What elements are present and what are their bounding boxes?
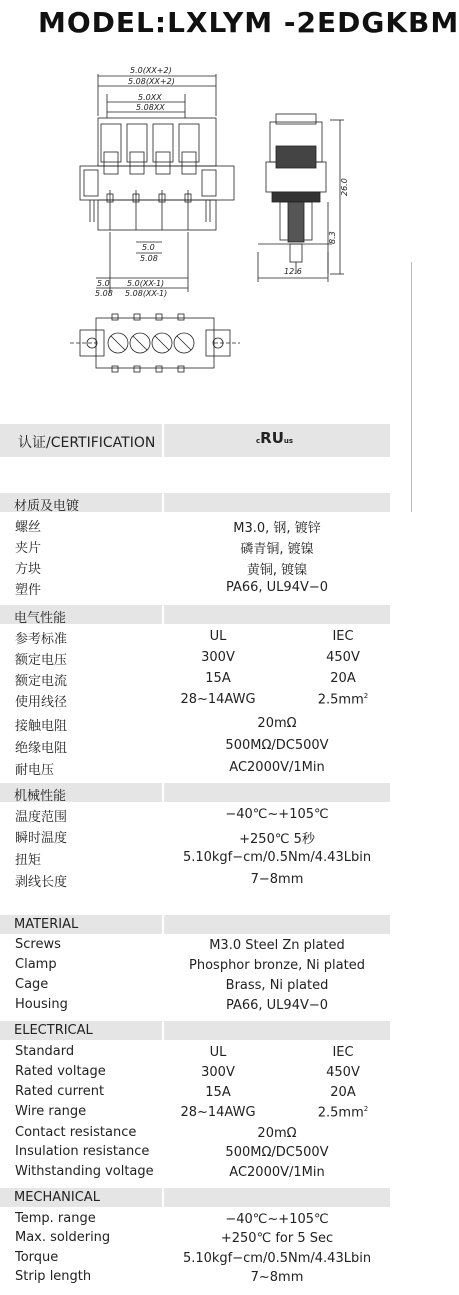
dim-d7: 5.0 bbox=[97, 279, 110, 288]
spec-value: 20mΩ bbox=[257, 716, 297, 731]
spec-key: Torque bbox=[15, 1250, 59, 1265]
spec-value: 黄铜, 镀镍 bbox=[246, 563, 308, 578]
section-heading: MECHANICAL bbox=[14, 1190, 100, 1205]
spec-key: Clamp bbox=[15, 957, 57, 972]
spec-value: AC2000V/1Min bbox=[229, 760, 325, 775]
ul-mark-c: c bbox=[256, 437, 261, 445]
spec-value-ul: 300V bbox=[201, 1065, 235, 1080]
spec-row bbox=[0, 1043, 390, 1063]
spec-key: 温度范围 bbox=[15, 810, 68, 825]
ul-mark-us: us bbox=[283, 437, 294, 445]
spec-value-iec bbox=[303, 1105, 383, 1120]
spec-key: Standard bbox=[15, 1044, 75, 1059]
spec-row bbox=[0, 515, 390, 535]
spec-key: 额定电流 bbox=[15, 674, 68, 689]
spec-value-ul: 28~14AWG bbox=[180, 692, 256, 707]
dim-d6: 5.08 bbox=[140, 254, 158, 263]
technical-drawing bbox=[0, 56, 414, 396]
spec-value: −40℃~+105℃ bbox=[225, 1212, 329, 1227]
spec-row bbox=[0, 557, 390, 577]
spec-value: 20mΩ bbox=[257, 1126, 297, 1141]
spec-value: 5.10kgf−cm/0.5Nm/4.43Lbin bbox=[182, 1251, 372, 1266]
dim-d4: 5.08XX bbox=[136, 103, 165, 112]
spec-value: PA66, UL94V−0 bbox=[225, 998, 329, 1013]
ul-recognized-mark bbox=[256, 429, 293, 447]
spec-value: 500MΩ/DC500V bbox=[225, 738, 329, 753]
spec-value: M3.0, 钢, 镀锌 bbox=[233, 521, 321, 536]
spec-key: 扭矩 bbox=[15, 853, 42, 868]
spec-value: M3.0 Steel Zn plated bbox=[209, 938, 345, 953]
spec-value-ul: UL bbox=[209, 1045, 227, 1060]
section-cn-electrical bbox=[0, 605, 390, 624]
section-cn-material bbox=[0, 493, 390, 512]
spec-value: 500MΩ/DC500V bbox=[225, 1145, 329, 1160]
spec-key: 瞬时温度 bbox=[15, 831, 68, 846]
spec-value: 7~8mm bbox=[250, 1270, 304, 1285]
spec-value-ul: 15A bbox=[205, 671, 231, 686]
section-heading: 材质及电镀 bbox=[14, 499, 80, 514]
spec-row bbox=[0, 848, 390, 868]
wire-size: 2.5mm bbox=[317, 1105, 364, 1121]
model-title: MODEL:LXLYM -2EDGKBM bbox=[38, 6, 459, 39]
spec-row bbox=[0, 936, 390, 956]
spec-value: Brass, Ni plated bbox=[225, 978, 329, 993]
spec-row bbox=[0, 648, 390, 668]
spec-row bbox=[0, 1249, 390, 1269]
spec-key: Temp. range bbox=[15, 1211, 96, 1226]
section-en-electrical bbox=[0, 1021, 390, 1040]
spec-value-iec: 20A bbox=[330, 671, 356, 686]
spec-row bbox=[0, 1103, 390, 1123]
column-divider bbox=[162, 424, 164, 457]
spec-value-ul: 28~14AWG bbox=[180, 1105, 256, 1120]
edge-divider bbox=[411, 262, 412, 512]
spec-row bbox=[0, 1083, 390, 1103]
spec-key: Contact resistance bbox=[15, 1125, 137, 1140]
spec-value-iec bbox=[303, 692, 383, 707]
section-cn-mechanical bbox=[0, 783, 390, 802]
spec-key: 额定电压 bbox=[15, 653, 68, 668]
spec-key: Insulation resistance bbox=[15, 1144, 150, 1159]
dim-d1: 5.0(XX+2) bbox=[130, 66, 172, 75]
certification-label: 认证/CERTIFICATION bbox=[18, 435, 156, 451]
spec-row bbox=[0, 536, 390, 556]
spec-row bbox=[0, 669, 390, 689]
spec-row bbox=[0, 976, 390, 996]
spec-key: 耐电压 bbox=[15, 763, 55, 778]
spec-key: 使用线径 bbox=[15, 695, 68, 710]
spec-key: Strip length bbox=[15, 1269, 92, 1284]
spec-key: Screws bbox=[15, 937, 61, 952]
spec-key: 塑件 bbox=[15, 583, 42, 598]
section-heading: 电气性能 bbox=[14, 611, 67, 626]
spec-key: Withstanding voltage bbox=[15, 1164, 154, 1179]
dim-pin: 8.3 bbox=[328, 231, 337, 244]
spec-row bbox=[0, 714, 390, 734]
spec-value: PA66, UL94V−0 bbox=[225, 580, 329, 595]
section-heading: 机械性能 bbox=[14, 789, 67, 804]
superscript: 2 bbox=[363, 692, 369, 700]
spec-row bbox=[0, 1143, 390, 1163]
section-en-material bbox=[0, 915, 390, 934]
spec-row bbox=[0, 805, 390, 825]
spec-key: Rated current bbox=[15, 1084, 105, 1099]
spec-value: +250℃ for 5 Sec bbox=[220, 1231, 334, 1246]
spec-row bbox=[0, 1063, 390, 1083]
spec-value: Phosphor bronze, Ni plated bbox=[189, 958, 365, 973]
spec-value-iec: 20A bbox=[330, 1085, 356, 1100]
spec-value-iec: IEC bbox=[332, 629, 354, 644]
spec-key: 夹片 bbox=[15, 541, 42, 556]
dim-d10: 5.08(XX-1) bbox=[125, 289, 168, 298]
spec-key: Max. soldering bbox=[15, 1230, 111, 1245]
spec-row bbox=[0, 1163, 390, 1183]
spec-row bbox=[0, 758, 390, 778]
superscript: 2 bbox=[363, 1105, 369, 1113]
spec-value-iec: IEC bbox=[332, 1045, 354, 1060]
certification-row bbox=[0, 424, 390, 457]
spec-key: 接触电阻 bbox=[15, 719, 68, 734]
spec-row bbox=[0, 826, 390, 846]
spec-row bbox=[0, 870, 390, 890]
spec-key: Cage bbox=[15, 977, 49, 992]
spec-row bbox=[0, 736, 390, 756]
spec-key: 参考标准 bbox=[15, 632, 68, 647]
spec-row bbox=[0, 627, 390, 647]
spec-key: 绝缘电阻 bbox=[15, 741, 68, 756]
spec-value: −40℃~+105℃ bbox=[225, 807, 329, 822]
spec-value-ul: UL bbox=[209, 629, 227, 644]
spec-key: 方块 bbox=[15, 562, 42, 577]
spec-row bbox=[0, 956, 390, 976]
spec-row bbox=[0, 690, 390, 710]
section-heading: MATERIAL bbox=[14, 917, 79, 932]
spec-row bbox=[0, 578, 390, 598]
spec-row bbox=[0, 1229, 390, 1249]
wire-size: 2.5mm bbox=[317, 692, 364, 708]
spec-value: 7−8mm bbox=[250, 872, 304, 887]
spec-value: 5.10kgf−cm/0.5Nm/4.43Lbin bbox=[182, 850, 372, 865]
spec-key: Wire range bbox=[15, 1104, 87, 1119]
spec-key: 剥线长度 bbox=[15, 875, 68, 890]
spec-key: Housing bbox=[15, 997, 68, 1012]
spec-value: AC2000V/1Min bbox=[229, 1165, 325, 1180]
dim-d5: 5.0 bbox=[142, 243, 155, 252]
dim-d2: 5.08(XX+2) bbox=[128, 77, 175, 86]
ul-mark-main: RU bbox=[260, 429, 284, 447]
dim-height: 26.0 bbox=[340, 178, 349, 196]
section-heading: ELECTRICAL bbox=[14, 1023, 93, 1038]
spec-row bbox=[0, 996, 390, 1016]
dim-d3: 5.0XX bbox=[138, 93, 162, 102]
spec-key: 螺丝 bbox=[15, 520, 42, 535]
spec-value: +250℃ 5秒 bbox=[239, 832, 315, 847]
spec-key: Rated voltage bbox=[15, 1064, 106, 1079]
dim-d8: 5.08 bbox=[95, 289, 113, 298]
spec-value-iec: 450V bbox=[326, 650, 360, 665]
dim-width: 12.6 bbox=[284, 267, 302, 276]
spec-value-ul: 15A bbox=[205, 1085, 231, 1100]
spec-row bbox=[0, 1268, 390, 1288]
spec-row bbox=[0, 1210, 390, 1230]
spec-value-iec: 450V bbox=[326, 1065, 360, 1080]
dim-d9: 5.0(XX-1) bbox=[127, 279, 165, 288]
section-en-mechanical bbox=[0, 1188, 390, 1207]
spec-value: 磷青铜, 镀镍 bbox=[240, 542, 314, 557]
spec-value-ul: 300V bbox=[201, 650, 235, 665]
spec-row bbox=[0, 1124, 390, 1144]
